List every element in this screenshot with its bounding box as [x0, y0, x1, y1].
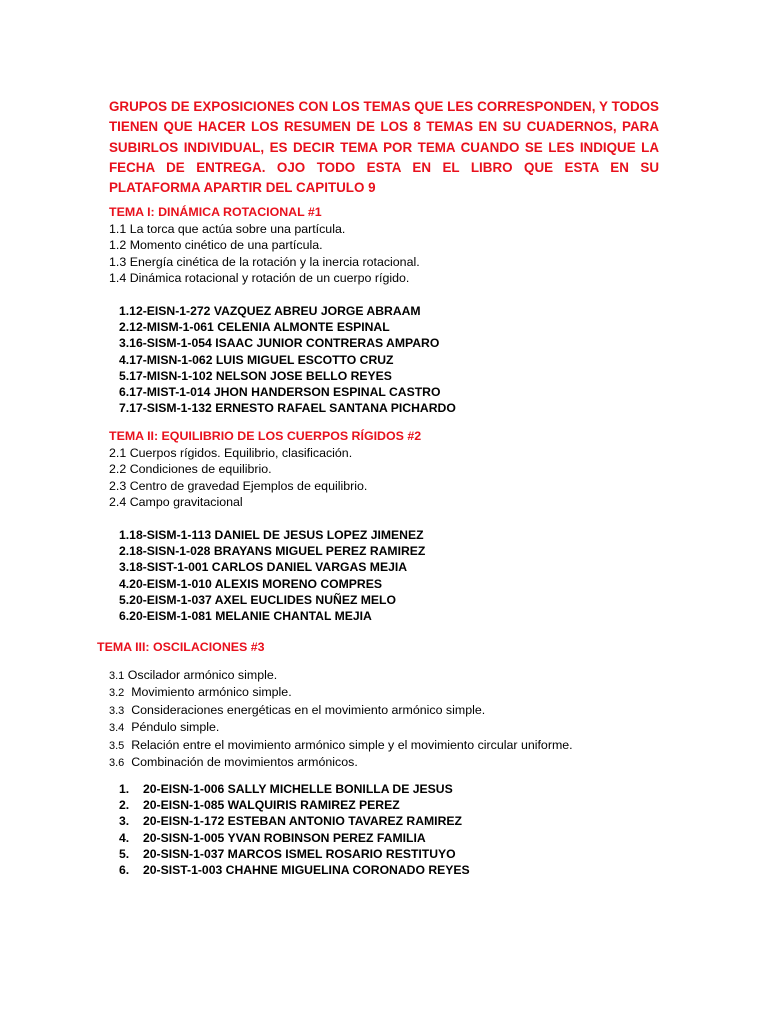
student-entry: 5.17-MISN-1-102 NELSON JOSE BELLO REYES [119, 368, 392, 383]
student-entry: 3.16-SISM-1-054 ISAAC JUNIOR CONTRERAS AMPARO [119, 336, 440, 351]
subtopic-number: 2.3 [109, 478, 127, 493]
subtopic-number: 1.1 [109, 222, 127, 236]
student-entry: 1.12-EISN-1-272 VAZQUEZ ABREU JORGE ABRAAM [119, 304, 421, 318]
subtopic-text: Oscilador armónico simple. [127, 668, 278, 682]
student-index: 5. [119, 846, 130, 861]
student-text: 20-EISN-1-006 SALLY MICHELLE BONILLA DE JESUS [143, 782, 453, 796]
student-entry: 6.17-MIST-1-014 JHON HANDERSON ESPINAL CASTRO [119, 385, 441, 400]
subtopic-text: Centro de gravedad Ejemplos de equilibrio. [129, 478, 368, 493]
student-text: 20-SIST-1-003 CHAHNE MIGUELINA CORONADO REYES [143, 863, 470, 878]
topic-3-title: TEMA III: OSCILACIONES #3 [97, 640, 265, 654]
student-entry [119, 830, 470, 846]
student-entry: 5.20-EISM-1-037 AXEL EUCLIDES NUÑEZ MELO [119, 592, 396, 607]
subtopic-text: Consideraciones energéticas en el movimiento armónico simple. [131, 702, 486, 717]
student-text: 20-EISN-1-172 ESTEBAN ANTONIO TAVAREZ RAMIREZ [143, 814, 462, 829]
student-index: 2. [119, 798, 130, 813]
topic-1-students [119, 303, 456, 416]
subtopic-item [109, 702, 573, 719]
subtopic-item [109, 684, 573, 701]
subtopic-text: Cuerpos rígidos. Equilibrio, clasificación. [129, 446, 353, 460]
subtopic-item [109, 737, 573, 754]
student-text: 20-EISN-1-085 WALQUIRIS RAMIREZ PEREZ [143, 798, 400, 813]
subtopic-item [109, 754, 573, 771]
topic-3-students [119, 781, 470, 878]
subtopic-item [109, 445, 367, 461]
subtopic-number: 3.4 [109, 722, 125, 735]
student-entry: 7.17-SISM-1-132 ERNESTO RAFAEL SANTANA PICHARDO [119, 401, 456, 416]
subtopic-text: Combinación de movimientos armónicos. [131, 755, 358, 770]
student-entry: 4.20-EISM-1-010 ALEXIS MORENO COMPRES [119, 576, 382, 591]
subtopic-item [109, 667, 573, 684]
subtopic-item [109, 719, 573, 736]
subtopic-item [109, 461, 367, 477]
subtopic-item [109, 237, 420, 253]
subtopic-text: Campo gravitacional [129, 495, 243, 510]
subtopic-number: 3.5 [109, 739, 125, 752]
subtopic-number: 3.2 [109, 687, 125, 700]
student-entry: 2.12-MISM-1-061 CELENIA ALMONTE ESPINAL [119, 320, 390, 335]
student-entry: 3.18-SIST-1-001 CARLOS DANIEL VARGAS MEJIA [119, 560, 408, 575]
subtopic-number: 3.1 [109, 670, 125, 682]
subtopic-number: 3.6 [109, 757, 125, 770]
student-entry: 2.18-SISN-1-028 BRAYANS MIGUEL PEREZ RAMIREZ [119, 544, 426, 559]
student-entry: 4.17-MISN-1-062 LUIS MIGUEL ESCOTTO CRUZ [119, 352, 394, 367]
subtopic-number: 3.3 [109, 704, 125, 717]
subtopic-number: 2.1 [109, 446, 127, 460]
subtopic-number: 1.4 [109, 271, 127, 286]
student-entry [119, 781, 470, 797]
subtopic-text: Péndulo simple. [131, 720, 220, 735]
student-entry: 1.18-SISM-1-113 DANIEL DE JESUS LOPEZ JIMENEZ [119, 528, 424, 542]
subtopic-number: 2.2 [109, 462, 127, 477]
subtopic-text: Dinámica rotacional y rotación de un cuerpo rígido. [129, 271, 410, 286]
subtopic-text: Movimiento armónico simple. [131, 685, 292, 700]
subtopic-item [109, 494, 367, 510]
student-text: 20-SISN-1-005 YVAN ROBINSON PEREZ FAMILIA [143, 830, 426, 845]
subtopic-number: 1.2 [109, 238, 127, 253]
student-index: 4. [119, 830, 130, 845]
student-entry [119, 846, 470, 862]
student-entry [119, 813, 470, 829]
subtopic-text: La torca que actúa sobre una partícula. [129, 222, 346, 236]
subtopic-item [109, 270, 420, 286]
subtopic-item [109, 221, 420, 237]
student-text: 20-SISN-1-037 MARCOS ISMEL ROSARIO RESTITUYO [143, 846, 456, 861]
subtopic-text: Condiciones de equilibrio. [129, 462, 272, 477]
subtopic-text: Energía cinética de la rotación y la inercia rotacional. [129, 254, 420, 269]
topic-1-subtopics [109, 221, 420, 287]
student-index: 6. [119, 863, 130, 878]
subtopic-number: 2.4 [109, 495, 127, 510]
subtopic-number: 1.3 [109, 254, 127, 269]
intro-paragraph: GRUPOS DE EXPOSICIONES CON LOS TEMAS QUE LES CORRESPONDEN, Y TODOS TIENEN QUE HACER LOS RESUMEN DE LOS 8 TEMAS EN SU CUADERNOS, PARA SUBIRLOS INDIVIDUAL, ES DECIR TEMA POR TEMA CUANDO SE LES INDIQUE LA FECHA DE ENTREGA. OJO TODO ESTA EN EL LIBRO QUE ESTA EN SU PLATAFORMA APARTIR DEL CAPITULO 9 [109, 99, 659, 196]
subtopic-item [109, 254, 420, 270]
subtopic-item [109, 478, 367, 494]
student-entry: 6.20-EISM-1-081 MELANIE CHANTAL MEJIA [119, 609, 372, 624]
student-entry [119, 862, 470, 878]
topic-3-subtopics [109, 667, 573, 771]
student-index: 3. [119, 814, 130, 829]
topic-2-students [119, 527, 425, 624]
topic-1-title: TEMA I: DINÁMICA ROTACIONAL #1 [109, 205, 322, 219]
student-index: 1. [119, 782, 130, 796]
student-entry [119, 797, 470, 813]
topic-2-subtopics [109, 445, 367, 511]
subtopic-text: Relación entre el movimiento armónico simple y el movimiento circular uniforme. [131, 737, 573, 752]
subtopic-text: Momento cinético de una partícula. [129, 238, 323, 253]
topic-2-title: TEMA II: EQUILIBRIO DE LOS CUERPOS RÍGIDOS #2 [109, 429, 422, 443]
